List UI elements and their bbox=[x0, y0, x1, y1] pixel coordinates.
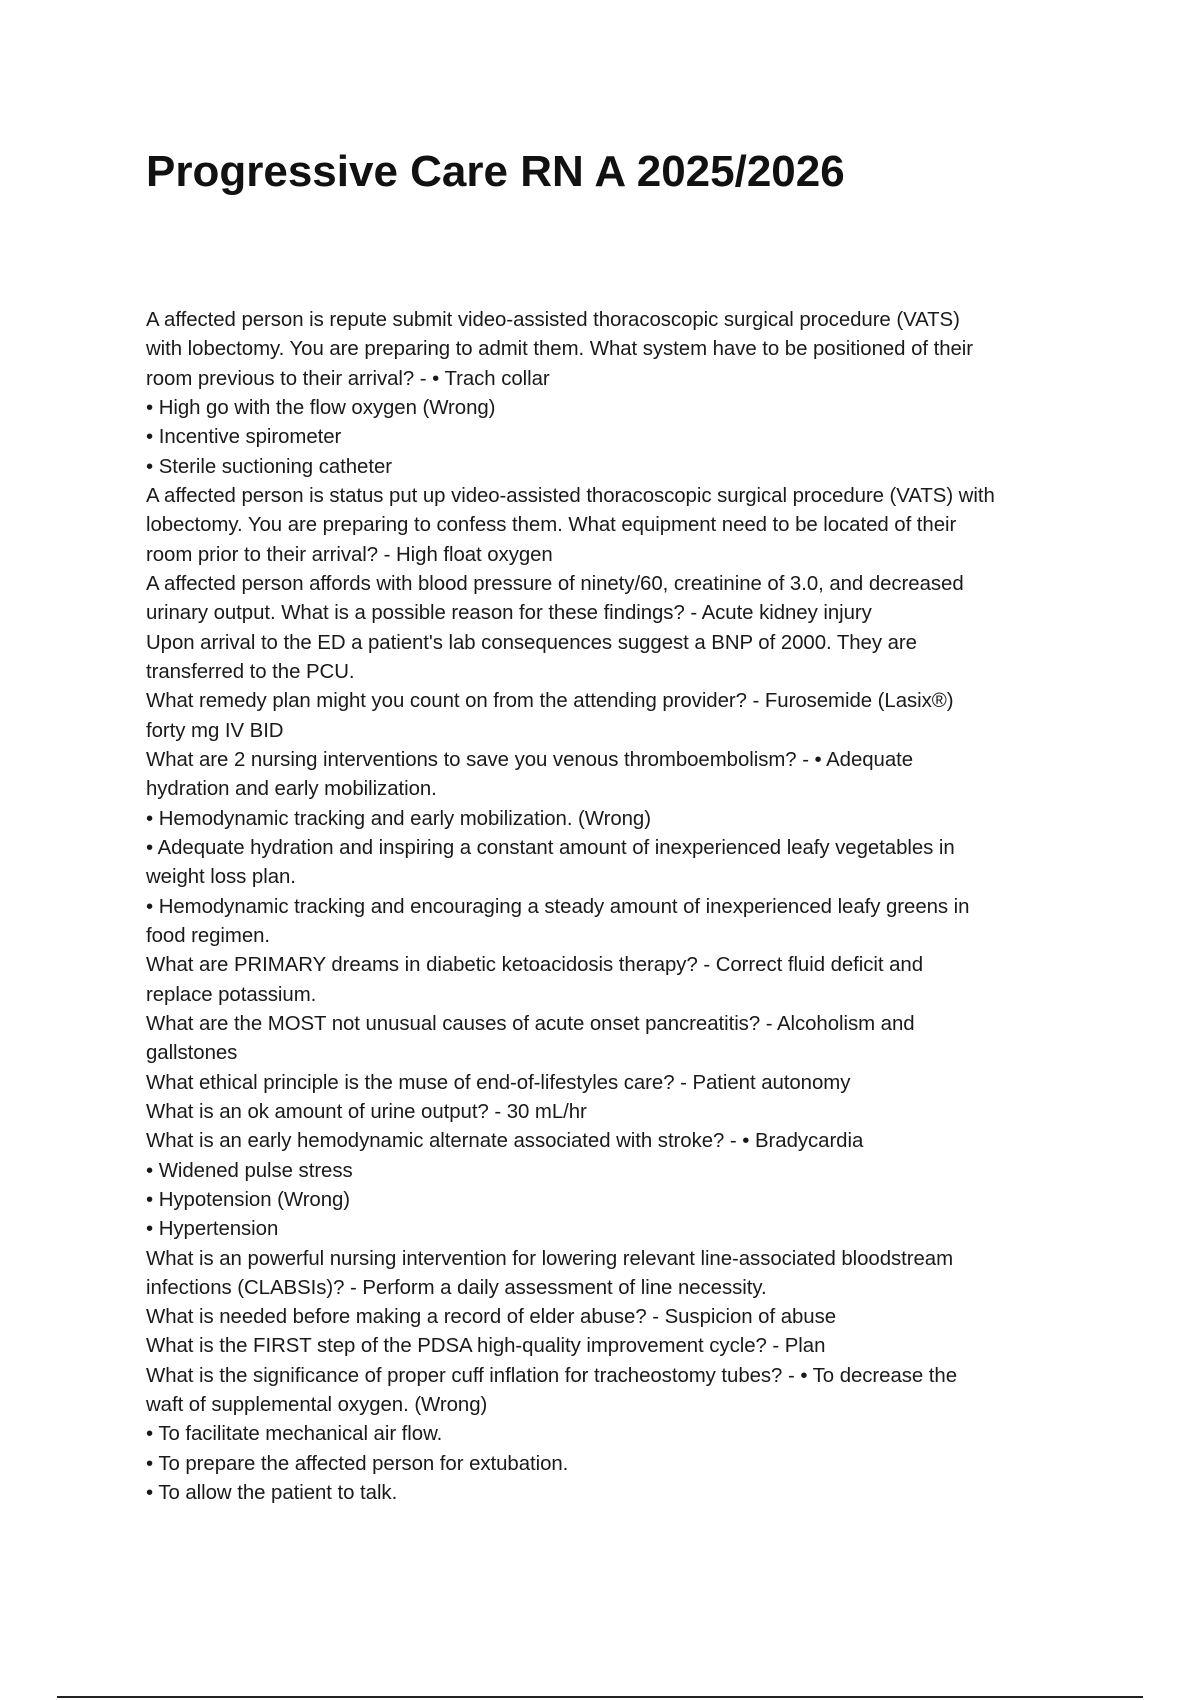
text-line: • Hemodynamic tracking and encouraging a steady amount of inexperienced leafy greens in bbox=[146, 895, 970, 918]
text-line: What is an early hemodynamic alternate associated with stroke? - • Bradycardia bbox=[146, 1130, 864, 1153]
text-line: What remedy plan might you count on from the attending provider? - Furosemide (Lasix®) bbox=[146, 690, 954, 713]
text-line: • Sterile suctioning catheter bbox=[146, 455, 392, 478]
text-line: • Adequate hydration and inspiring a constant amount of inexperienced leafy vegetables in bbox=[146, 836, 955, 859]
text-line: urinary output. What is a possible reason for these findings? - Acute kidney injury bbox=[146, 602, 872, 625]
text-line: room previous to their arrival? - • Trach collar bbox=[146, 367, 550, 390]
text-line: • Widened pulse stress bbox=[146, 1159, 353, 1182]
text-line: What are PRIMARY dreams in diabetic ketoacidosis therapy? - Correct fluid deficit and bbox=[146, 954, 923, 977]
text-line: • To allow the patient to talk. bbox=[146, 1482, 398, 1505]
page-title: Progressive Care RN A 2025/2026 bbox=[146, 147, 845, 196]
text-line: • High go with the flow oxygen (Wrong) bbox=[146, 396, 496, 419]
text-line: What ethical principle is the muse of end-of-lifestyles care? - Patient autonomy bbox=[146, 1071, 851, 1094]
text-line: What is the significance of proper cuff inflation for tracheostomy tubes? - • To decrease the bbox=[146, 1364, 957, 1387]
text-line: gallstones bbox=[146, 1042, 238, 1065]
text-line: • Hypotension (Wrong) bbox=[146, 1188, 351, 1211]
text-line: waft of supplemental oxygen. (Wrong) bbox=[146, 1394, 488, 1417]
text-line: • To facilitate mechanical air flow. bbox=[146, 1423, 443, 1446]
text-line: transferred to the PCU. bbox=[146, 660, 355, 683]
text-line: replace potassium. bbox=[146, 983, 317, 1006]
text-line: weight loss plan. bbox=[146, 866, 296, 889]
text-line: A affected person is repute submit video-assisted thoracoscopic surgical procedure (VATS) bbox=[146, 309, 960, 331]
text-line: A affected person is status put up video-assisted thoracoscopic surgical procedure (VATS) with bbox=[146, 484, 995, 507]
text-line: forty mg IV BID bbox=[146, 719, 284, 742]
text-line: What is the FIRST step of the PDSA high-quality improvement cycle? - Plan bbox=[146, 1335, 826, 1358]
text-line: What are 2 nursing interventions to save you venous thromboembolism? - • Adequate bbox=[146, 748, 914, 771]
text-line: What is an powerful nursing intervention for lowering relevant line-associated bloodstream bbox=[146, 1247, 954, 1270]
text-line: hydration and early mobilization. bbox=[146, 778, 437, 801]
text-line: A affected person affords with blood pressure of ninety/60, creatinine of 3.0, and decreased bbox=[146, 572, 964, 595]
text-line: • Hemodynamic tracking and early mobilization. (Wrong) bbox=[146, 807, 651, 830]
text-line: • To prepare the affected person for extubation. bbox=[146, 1452, 569, 1475]
text-line: lobectomy. You are preparing to confess them. What equipment need to be located of their bbox=[146, 514, 957, 537]
text-line: What are the MOST not unusual causes of acute onset pancreatitis? - Alcoholism and bbox=[146, 1012, 915, 1035]
text-line: Upon arrival to the ED a patient's lab consequences suggest a BNP of 2000. They are bbox=[146, 631, 917, 654]
text-line: food regimen. bbox=[146, 924, 271, 947]
text-line: • Hypertension bbox=[146, 1218, 279, 1241]
text-line: with lobectomy. You are preparing to admit them. What system have to be positioned of their bbox=[146, 338, 974, 361]
text-line: What is an ok amount of urine output? - 30 mL/hr bbox=[146, 1100, 587, 1123]
document-body bbox=[146, 306, 1061, 1508]
text-line: • Incentive spirometer bbox=[146, 426, 342, 449]
footer-divider bbox=[57, 1696, 1143, 1698]
text-line: What is needed before making a record of elder abuse? - Suspicion of abuse bbox=[146, 1306, 837, 1329]
text-line: room prior to their arrival? - High float oxygen bbox=[146, 543, 553, 566]
text-line: infections (CLABSIs)? - Perform a daily assessment of line necessity. bbox=[146, 1276, 767, 1299]
